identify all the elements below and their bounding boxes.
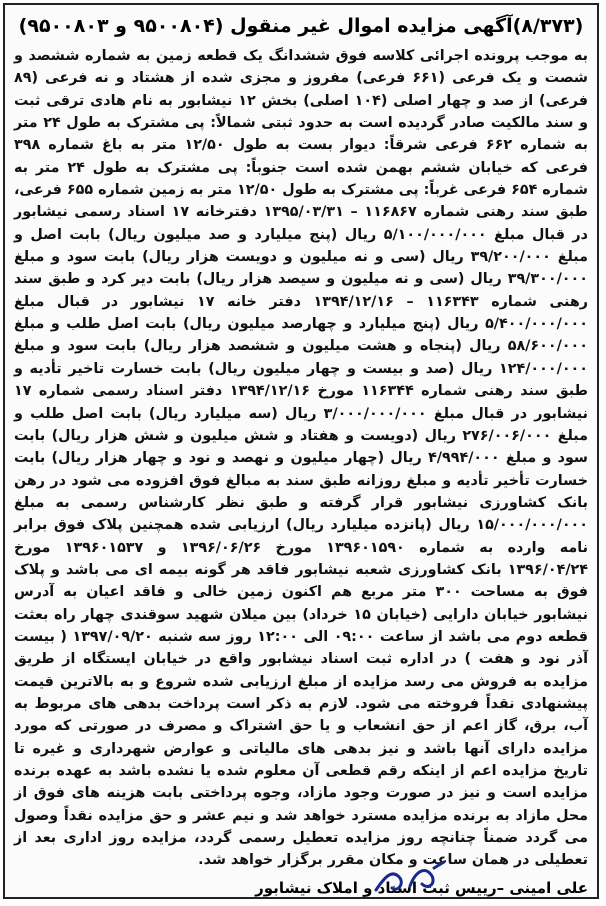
notice-signature: علی امینی –رییس ثبت اسناد و املاک نیشابور <box>255 878 588 897</box>
handwritten-mark <box>370 856 450 900</box>
auction-notice <box>3 3 599 899</box>
notice-body: به موجب پرونده اجرائی کلاسه فوق ششدانگ یک قطعه زمین به شماره ششصد و شصت و یک فرعی (۶۶۱ فرعی) مفروز و مجزی شده از هشتاد و نه فرعی (۸۹ فرعی) از صد و چهار اصلی (۱۰۴ اصلی) بخش ۱۲ نیشابور به نام هادی ترقی ثبت و سند مالکیت صادر گردیده است به حدود ثبتی شمالاً: پی مشترک به طول ۲۴ متر به شماره ۶۶۲ فرعی شرقاً: دیوار بست به طول ۱۲/۵۰ متر به باغ شماره ۳۹۸ فرعی که خیابان ششم بهمن شده است جنوباً: پی مشترک به طول ۲۴ متر به شماره ۶۵۴ فرعی غرباً: پی مشترک به طول ۱۲/۵۰ متر به زمین شماره ۶۵۵ فرعی، طبق سند رهنی شماره ۱۱۶۸۶۷ – ۱۳۹۵/۰۳/۳۱ دفترخانه ۱۷ اسناد رسمی نیشابور در قبال مبلغ ۵/۱۰۰/۰۰۰/۰۰۰ ریال (پنج میلیارد و صد میلیون ریال) بابت اصل و مبلغ ۳۹/۲۰۰/۰۰۰ ریال (سی و نه میلیون و دویست هزار ریال) بابت سود و مبلغ ۳۹/۳۰۰/۰۰۰ ریال (سی و نه میلیون و سیصد هزار ریال) بابت دیر کرد و طبق سند رهنی شماره ۱۱۶۳۴۳ – ۱۳۹۴/۱۲/۱۶ دفتر خانه ۱۷ نیشابور در قبال مبلغ ۵/۴۰۰/۰۰۰/۰۰۰ ریال (پنج میلیارد و چهارصد میلیون ریال) بابت اصل طلب و مبلغ ۵۸/۶۰۰/۰۰۰ ریال (پنجاه و هشت میلیون و ششصد هزار ریال) بابت سود و مبلغ ۱۲۴/۰۰۰/۰۰۰ ریال (صد و بیست و چهار میلیون ریال) بابت خسارت تاخیر تأدیه و طبق سند رهنی شماره ۱۱۶۳۴۴ مورخ ۱۳۹۴/۱۲/۱۶ دفتر اسناد رسمی شماره ۱۷ نیشابور در قبال مبلغ ۳/۰۰۰/۰۰۰/۰۰۰ ریال (سه میلیارد ریال) بابت اصل طلب و مبلغ ۲۷۶/۰۰۶/۰۰۰ ریال (دویست و هفتاد و شش میلیون و شش هزار ریال) بابت سود و مبلغ ۴/۹۹۴/۰۰۰ ریال (چهار میلیون و نهصد و نود و چهار هزار ریال) بابت خسارت تأخیر تأدیه و مبلغ روزانه طبق سند به مبالغ فوق افزوده می شود در رهن بانک کشاورزی نیشابور قرار گرفته و طبق نظر کارشناس رسمی به مبلغ ۱۵/۰۰۰/۰۰۰/۰۰۰ ریال (پانزده میلیارد ریال) ارزیابی شده همچنین پلاک فوق برابر نامه وارده به شماره ۱۳۹۶۰۱۵۹۰ مورخ ۱۳۹۶/۰۶/۲۶ و ۱۳۹۶۰۱۵۳۷ مورخ ۱۳۹۶/۰۴/۲۴ بانک کشاورزی شعبه نیشابور فاقد هر گونه بیمه ای می باشد و پلاک فوق به مساحت ۳۰۰ متر مربع هم اکنون زمین خالی و فاقد اعیان به آدرس نیشابور خیابان دارایی (خیابان ۱۵ خرداد) بین میلان شهید سوقندی چهار راه بعثت قطعه دوم می باشد از ساعت ۰۹:۰۰ الی ۱۲:۰۰ روز سه شنبه ۱۳۹۷/۰۹/۲۰ ( بیست آذر نود و هفت ) در اداره ثبت اسناد نیشابور واقع در خیابان ایستگاه از طریق مزایده به فروش می رسد مزایده از مبلغ ارزیابی شده شروع و به بالاترین قیمت پیشنهادی نقداً فروخته می شود. لازم به ذکر است پرداخت بدهی های مربوط به آب، برق، گاز اعم از حق انشعاب و یا حق اشتراک و مصرف در صورتی که مورد مزایده دارای آنها باشد و نیز بدهی های مالیاتی و عوارض شهرداری و غیره تا تاریخ مزایده اعم از اینکه رقم قطعی آن معلوم شده یا نشده باشد به عهده برنده مزایده است و نیز در صورت وجود مازاد، وجوه پرداختی بابت هزینه های فوق از محل مازاد به برنده مزایده مسترد خواهد شد و نیم عشر و حق مزایده نقداً وصول می گردد ضمناً چنانچه روز مزایده تعطیل رسمی گردد، مزایده روز اداری بعد از تعطیلی در همان ساعت و مکان مقرر برگزار خواهد شد. <box>14 48 589 869</box>
notice-title: (۸/۳۷۳)آگهی مزایده اموال غیر منقول (۹۵۰۰۸۰۴ و ۹۵۰۰۸۰۳) <box>18 15 584 37</box>
